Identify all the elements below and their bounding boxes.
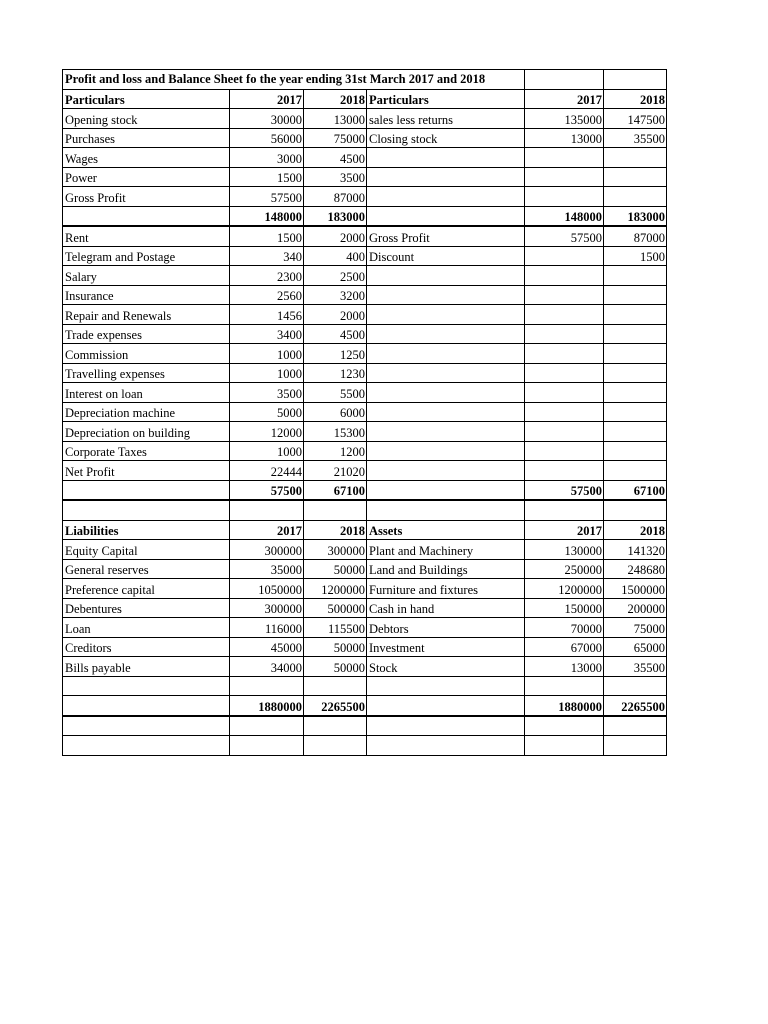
table-cell[interactable]: 50000: [304, 637, 367, 657]
table-row: [63, 422, 667, 442]
table-cell[interactable]: 75000: [604, 618, 667, 638]
table-row: [63, 402, 667, 422]
table-cell[interactable]: [604, 402, 667, 422]
table-cell[interactable]: 2018: [604, 89, 667, 109]
table-cell[interactable]: 87000: [304, 187, 367, 207]
table-cell[interactable]: Stock: [367, 657, 525, 677]
table-cell[interactable]: [525, 305, 604, 325]
table-cell[interactable]: 1230: [304, 363, 367, 383]
table-row: [63, 344, 667, 364]
table-cell[interactable]: [525, 148, 604, 168]
table-cell[interactable]: 1000: [230, 441, 304, 461]
table-cell[interactable]: 1500000: [604, 579, 667, 599]
total-row: [63, 480, 667, 500]
table-row: [63, 226, 667, 246]
table-cell[interactable]: 75000: [304, 128, 367, 148]
table-cell[interactable]: 13000: [525, 657, 604, 677]
cell[interactable]: [604, 70, 667, 90]
table-cell[interactable]: [367, 363, 525, 383]
table-row: [63, 363, 667, 383]
table-cell[interactable]: Debentures: [63, 598, 230, 618]
table-cell[interactable]: [230, 736, 304, 756]
table-cell[interactable]: 115500: [304, 618, 367, 638]
table-cell[interactable]: 400: [304, 246, 367, 266]
table-cell[interactable]: [525, 461, 604, 481]
table-cell[interactable]: [525, 246, 604, 266]
table-cell[interactable]: Gross Profit: [63, 187, 230, 207]
table-cell[interactable]: [367, 402, 525, 422]
table-cell[interactable]: Cash in hand: [367, 598, 525, 618]
table-row: [63, 167, 667, 187]
table-cell[interactable]: Salary: [63, 266, 230, 286]
table-row: [63, 305, 667, 325]
table-row: [63, 637, 667, 657]
table-cell[interactable]: 200000: [604, 598, 667, 618]
table-cell[interactable]: 2560: [230, 285, 304, 305]
title-row: [63, 70, 667, 90]
table-cell[interactable]: 57500: [525, 226, 604, 246]
table-cell[interactable]: Gross Profit: [367, 226, 525, 246]
table-row: [63, 148, 667, 168]
table-cell[interactable]: 65000: [604, 637, 667, 657]
table-cell[interactable]: 35500: [604, 128, 667, 148]
table-cell[interactable]: 148000: [230, 206, 304, 226]
table-cell[interactable]: Telegram and Postage: [63, 246, 230, 266]
table-cell[interactable]: 2017: [230, 89, 304, 109]
table-cell[interactable]: [604, 383, 667, 403]
table-cell[interactable]: 2017: [230, 520, 304, 540]
table-row: [63, 246, 667, 266]
table-cell[interactable]: sales less returns: [367, 109, 525, 129]
table-cell[interactable]: 340: [230, 246, 304, 266]
table-cell[interactable]: [367, 167, 525, 187]
table-cell[interactable]: [525, 285, 604, 305]
table-cell[interactable]: [604, 422, 667, 442]
table-cell[interactable]: Creditors: [63, 637, 230, 657]
table-cell[interactable]: [367, 285, 525, 305]
table-cell[interactable]: 35000: [230, 559, 304, 579]
table-cell[interactable]: [525, 716, 604, 736]
table-cell[interactable]: 147500: [604, 109, 667, 129]
table-cell[interactable]: Equity Capital: [63, 540, 230, 560]
table-row: [63, 109, 667, 129]
table-row: [63, 559, 667, 579]
table-cell[interactable]: 1880000: [525, 696, 604, 716]
table-cell[interactable]: 4500: [304, 324, 367, 344]
table-row: [63, 324, 667, 344]
table-cell[interactable]: 13000: [304, 109, 367, 129]
table-cell[interactable]: [525, 441, 604, 461]
table-cell[interactable]: [525, 422, 604, 442]
table-cell[interactable]: 300000: [304, 540, 367, 560]
table-cell[interactable]: 183000: [304, 206, 367, 226]
table-cell[interactable]: 1500: [604, 246, 667, 266]
table-cell[interactable]: 1200: [304, 441, 367, 461]
table-row: [63, 266, 667, 286]
table-cell[interactable]: 67100: [304, 480, 367, 500]
table-cell[interactable]: 67000: [525, 637, 604, 657]
table-cell[interactable]: Depreciation machine: [63, 402, 230, 422]
table-row: [63, 618, 667, 638]
table-cell[interactable]: 130000: [525, 540, 604, 560]
table-cell[interactable]: [604, 344, 667, 364]
table-cell[interactable]: [367, 422, 525, 442]
table-row: [63, 676, 667, 696]
table-cell[interactable]: 1500: [230, 167, 304, 187]
table-cell[interactable]: Particulars: [63, 89, 230, 109]
table-cell[interactable]: [525, 187, 604, 207]
table-cell[interactable]: [367, 480, 525, 500]
table-cell[interactable]: 2017: [525, 520, 604, 540]
table-cell[interactable]: 22444: [230, 461, 304, 481]
table-cell[interactable]: [367, 305, 525, 325]
table-cell[interactable]: Closing stock: [367, 128, 525, 148]
table-cell[interactable]: Plant and Machinery: [367, 540, 525, 560]
table-cell[interactable]: [230, 500, 304, 520]
table-cell[interactable]: 2265500: [304, 696, 367, 716]
table-cell[interactable]: [63, 676, 230, 696]
table-cell[interactable]: 15300: [304, 422, 367, 442]
table-cell[interactable]: 1000: [230, 344, 304, 364]
table-cell[interactable]: General reserves: [63, 559, 230, 579]
table-cell[interactable]: [63, 500, 230, 520]
table-row: [63, 716, 667, 736]
table-cell[interactable]: 57500: [230, 187, 304, 207]
table-cell[interactable]: [230, 716, 304, 736]
table-cell[interactable]: 4500: [304, 148, 367, 168]
table-cell[interactable]: 3000: [230, 148, 304, 168]
table-cell[interactable]: [367, 344, 525, 364]
table-cell[interactable]: 2265500: [604, 696, 667, 716]
table-row: [63, 128, 667, 148]
table-cell[interactable]: 35500: [604, 657, 667, 677]
table-cell[interactable]: 2500: [304, 266, 367, 286]
table-cell[interactable]: Liabilities: [63, 520, 230, 540]
table-cell[interactable]: [604, 285, 667, 305]
table-cell[interactable]: [525, 736, 604, 756]
table-cell[interactable]: 45000: [230, 637, 304, 657]
table-row: [63, 736, 667, 756]
table-cell[interactable]: 150000: [525, 598, 604, 618]
table-cell[interactable]: 34000: [230, 657, 304, 677]
table-cell[interactable]: Travelling expenses: [63, 363, 230, 383]
table-cell[interactable]: [63, 206, 230, 226]
table-cell[interactable]: 148000: [525, 206, 604, 226]
table-cell[interactable]: [367, 716, 525, 736]
table-cell[interactable]: [604, 461, 667, 481]
table-cell[interactable]: [367, 383, 525, 403]
table-cell[interactable]: Furniture and fixtures: [367, 579, 525, 599]
table-cell[interactable]: 1880000: [230, 696, 304, 716]
table-cell[interactable]: 57500: [230, 480, 304, 500]
table-cell[interactable]: 141320: [604, 540, 667, 560]
sheet-title-cell[interactable]: [63, 70, 486, 90]
table-cell[interactable]: 1456: [230, 305, 304, 325]
table-cell[interactable]: [604, 716, 667, 736]
table-cell[interactable]: [304, 676, 367, 696]
sheet-title: Profit and loss and Balance Sheet fo the year ending 31st March 2017 and 2018: [65, 71, 486, 86]
table-cell[interactable]: Loan: [63, 618, 230, 638]
table-cell[interactable]: [367, 441, 525, 461]
table-cell[interactable]: 1050000: [230, 579, 304, 599]
table-cell[interactable]: Rent: [63, 226, 230, 246]
table-cell[interactable]: Net Profit: [63, 461, 230, 481]
table-cell[interactable]: 30000: [230, 109, 304, 129]
table-cell[interactable]: 2000: [304, 305, 367, 325]
table-cell[interactable]: [604, 266, 667, 286]
header-row: [63, 520, 667, 540]
table-cell[interactable]: 87000: [604, 226, 667, 246]
table-cell[interactable]: [525, 383, 604, 403]
table-cell[interactable]: [604, 363, 667, 383]
table-cell[interactable]: Land and Buildings: [367, 559, 525, 579]
table-cell[interactable]: 50000: [304, 657, 367, 677]
table-cell[interactable]: [304, 736, 367, 756]
table-cell[interactable]: [525, 324, 604, 344]
table-cell[interactable]: Trade expenses: [63, 324, 230, 344]
table-cell[interactable]: [525, 344, 604, 364]
table-cell[interactable]: 116000: [230, 618, 304, 638]
table-cell[interactable]: 12000: [230, 422, 304, 442]
table-cell[interactable]: [63, 480, 230, 500]
table-cell[interactable]: [304, 500, 367, 520]
table-cell[interactable]: 300000: [230, 540, 304, 560]
table-cell[interactable]: 50000: [304, 559, 367, 579]
table-cell[interactable]: [604, 736, 667, 756]
table-cell[interactable]: 5000: [230, 402, 304, 422]
table-cell[interactable]: [525, 500, 604, 520]
table-cell[interactable]: [63, 736, 230, 756]
table-row: [63, 441, 667, 461]
table-cell[interactable]: Repair and Renewals: [63, 305, 230, 325]
table-cell[interactable]: [604, 167, 667, 187]
table-cell[interactable]: 56000: [230, 128, 304, 148]
table-cell[interactable]: [604, 441, 667, 461]
table-row: [63, 285, 667, 305]
table-cell[interactable]: 3500: [304, 167, 367, 187]
table-cell[interactable]: [604, 148, 667, 168]
table-cell[interactable]: 500000: [304, 598, 367, 618]
table-cell[interactable]: 3500: [230, 383, 304, 403]
table-cell[interactable]: Power: [63, 167, 230, 187]
table-cell[interactable]: 1200000: [304, 579, 367, 599]
table-cell[interactable]: Corporate Taxes: [63, 441, 230, 461]
header-row: [63, 89, 667, 109]
table-cell[interactable]: Preference capital: [63, 579, 230, 599]
table-row: [63, 598, 667, 618]
table-cell[interactable]: Particulars: [367, 89, 525, 109]
table-cell[interactable]: 67100: [604, 480, 667, 500]
table-cell[interactable]: 5500: [304, 383, 367, 403]
table-cell[interactable]: [304, 716, 367, 736]
table-row: [63, 500, 667, 520]
table-cell[interactable]: [604, 500, 667, 520]
table-cell[interactable]: [525, 167, 604, 187]
table-cell[interactable]: 3200: [304, 285, 367, 305]
table-cell[interactable]: [367, 324, 525, 344]
table-cell[interactable]: [367, 500, 525, 520]
table-cell[interactable]: Purchases: [63, 128, 230, 148]
table-cell[interactable]: 2018: [604, 520, 667, 540]
table-row: [63, 657, 667, 677]
total-row: [63, 206, 667, 226]
table-cell[interactable]: Insurance: [63, 285, 230, 305]
table-cell[interactable]: Discount: [367, 246, 525, 266]
table-cell[interactable]: [367, 187, 525, 207]
table-cell[interactable]: 248680: [604, 559, 667, 579]
cell[interactable]: [525, 70, 604, 90]
table-cell[interactable]: 2017: [525, 89, 604, 109]
table-cell[interactable]: [367, 206, 525, 226]
table-cell[interactable]: [367, 676, 525, 696]
table-cell[interactable]: 2018: [304, 89, 367, 109]
table-cell[interactable]: Commission: [63, 344, 230, 364]
table-cell[interactable]: Assets: [367, 520, 525, 540]
table-cell[interactable]: [367, 736, 525, 756]
table-cell[interactable]: 1200000: [525, 579, 604, 599]
table-cell[interactable]: 250000: [525, 559, 604, 579]
table-row: [63, 383, 667, 403]
table-cell[interactable]: 2018: [304, 520, 367, 540]
table-cell[interactable]: [525, 363, 604, 383]
financial-statement-table: [62, 69, 667, 756]
table-cell[interactable]: 13000: [525, 128, 604, 148]
table-cell[interactable]: Depreciation on building: [63, 422, 230, 442]
table-cell[interactable]: [63, 716, 230, 736]
table-cell[interactable]: 57500: [525, 480, 604, 500]
table-cell[interactable]: Debtors: [367, 618, 525, 638]
table-cell[interactable]: [63, 696, 230, 716]
table-row: [63, 187, 667, 207]
table-cell[interactable]: [525, 676, 604, 696]
total-row: [63, 696, 667, 716]
table-cell[interactable]: [604, 305, 667, 325]
table-cell[interactable]: [367, 696, 525, 716]
table-cell[interactable]: 2000: [304, 226, 367, 246]
table-cell[interactable]: [367, 266, 525, 286]
table-cell[interactable]: 300000: [230, 598, 304, 618]
table-cell[interactable]: 21020: [304, 461, 367, 481]
table-cell[interactable]: Interest on loan: [63, 383, 230, 403]
table-cell[interactable]: [367, 461, 525, 481]
table-row: [63, 540, 667, 560]
table-cell[interactable]: [604, 187, 667, 207]
table-cell[interactable]: Investment: [367, 637, 525, 657]
table-cell[interactable]: 2300: [230, 266, 304, 286]
table-row: [63, 461, 667, 481]
table-cell[interactable]: 1000: [230, 363, 304, 383]
table-cell[interactable]: Wages: [63, 148, 230, 168]
table-cell[interactable]: [604, 676, 667, 696]
table-cell[interactable]: 1250: [304, 344, 367, 364]
table-cell[interactable]: [525, 402, 604, 422]
table-row: [63, 579, 667, 599]
table-cell[interactable]: 183000: [604, 206, 667, 226]
table-cell[interactable]: [367, 148, 525, 168]
table-cell[interactable]: Bills payable: [63, 657, 230, 677]
table-cell[interactable]: [230, 676, 304, 696]
table-cell[interactable]: Opening stock: [63, 109, 230, 129]
table-cell[interactable]: [604, 324, 667, 344]
table-cell[interactable]: 1500: [230, 226, 304, 246]
table-cell[interactable]: 3400: [230, 324, 304, 344]
table-cell[interactable]: 135000: [525, 109, 604, 129]
table-cell[interactable]: [525, 266, 604, 286]
table-cell[interactable]: 70000: [525, 618, 604, 638]
table-cell[interactable]: 6000: [304, 402, 367, 422]
